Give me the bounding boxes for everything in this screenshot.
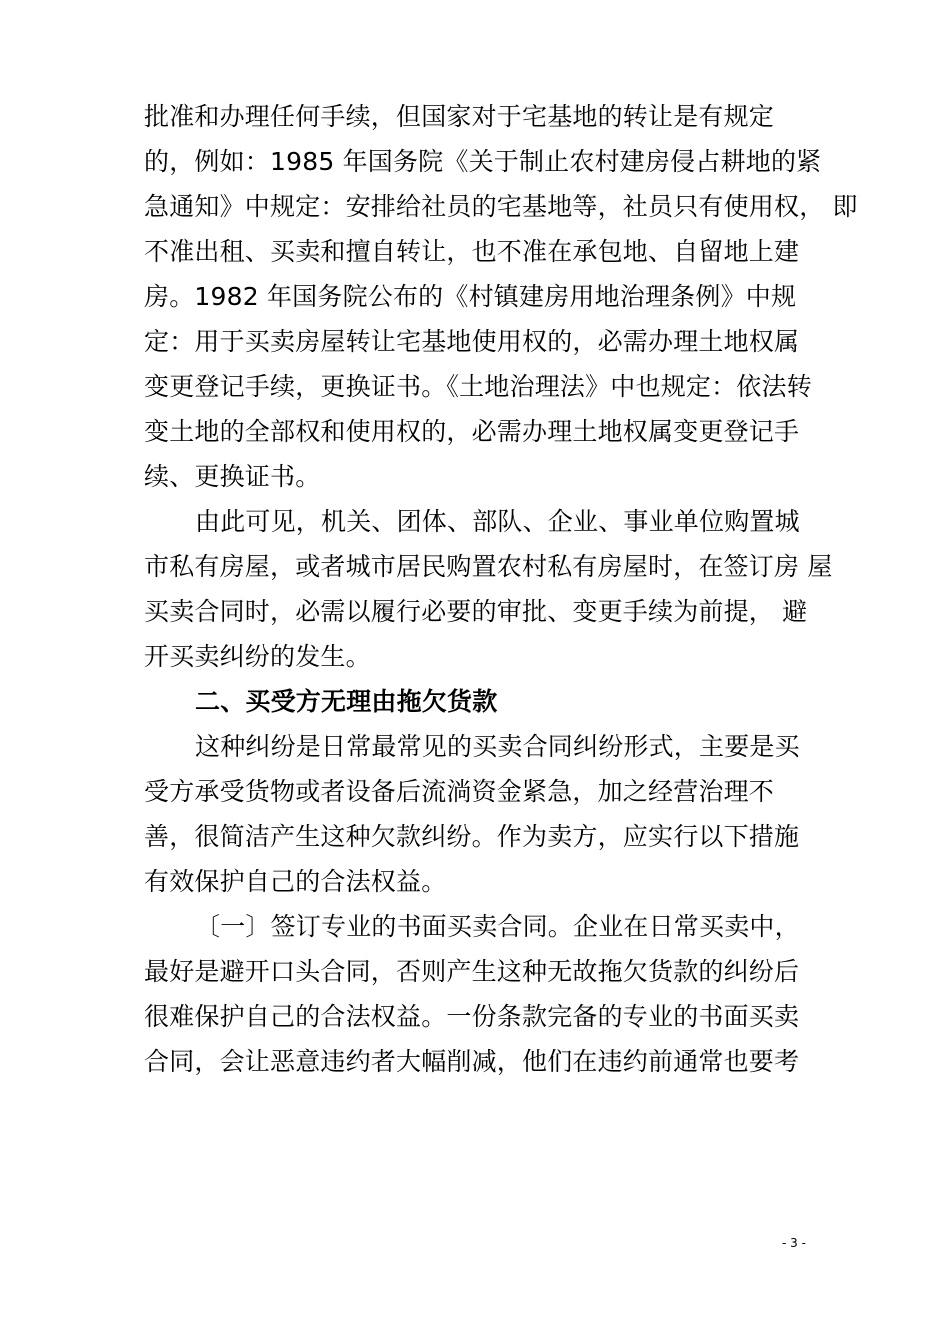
body-text-line: 受方承受货物或者设备后流淌资金紧急，加之经营治理不	[144, 777, 775, 806]
body-text-line: 市私有房屋，或者城市居民购置农村私有房屋时，在签订房 屋	[144, 552, 833, 581]
body-text-line: 开买卖纠纷的发生。	[144, 642, 371, 671]
body-text-line: 定：用于买卖房屋转让宅基地使用权的，必需办理土地权属	[144, 327, 800, 356]
body-text-line: 合同，会让恶意违约者大幅削减，他们在违约前通常也要考	[144, 1047, 800, 1076]
body-text-line: 变更登记手续，更换证书。《土地治理法》中也规定：依法转	[144, 372, 812, 401]
body-text-line: 变土地的全部权和使用权的，必需办理土地权属变更登记手	[144, 417, 800, 446]
body-text-line: 的，例如：1985 年国务院《关于制止农村建房侵占耕地的紧	[144, 147, 822, 176]
body-text-line: 批准和办理任何手续，但国家对于宅基地的转让是有规定	[144, 102, 775, 131]
body-text-line: 很难保护自己的合法权益。一份条款完备的专业的书面买卖	[144, 1002, 800, 1031]
body-text-line: 续、更换证书。	[144, 462, 321, 491]
paragraph-start-line: 由此可见，机关、团体、部队、企业、事业单位购置城	[195, 507, 800, 536]
body-text-line: 急通知》中规定：安排给社员的宅基地等，社员只有使用权， 即	[144, 192, 858, 221]
body-text-line: 买卖合同时，必需以履行必要的审批、变更手续为前提， 避	[144, 597, 808, 626]
section-heading: 二、买受方无理由拖欠货款	[195, 687, 498, 716]
page-number: - 3 -	[782, 1236, 806, 1250]
body-text-line: 最好是避开口头合同，否则产生这种无故拖欠货款的纠纷后	[144, 957, 800, 986]
body-text-line: 不准出租、买卖和擅自转让，也不准在承包地、自留地上建	[144, 237, 800, 266]
body-text-line: 善，很简洁产生这种欠款纠纷。作为卖方，应实行以下措施	[144, 822, 800, 851]
paragraph-start-line: 这种纠纷是日常最常见的买卖合同纠纷形式，主要是买	[195, 732, 800, 761]
paragraph-start-line: 〔一〕签订专业的书面买卖合同。企业在日常买卖中，	[195, 912, 800, 941]
body-text-line: 有效保护自己的合法权益。	[144, 867, 447, 896]
body-text-line: 房。1982 年国务院公布的《村镇建房用地治理条例》中规	[144, 282, 797, 311]
